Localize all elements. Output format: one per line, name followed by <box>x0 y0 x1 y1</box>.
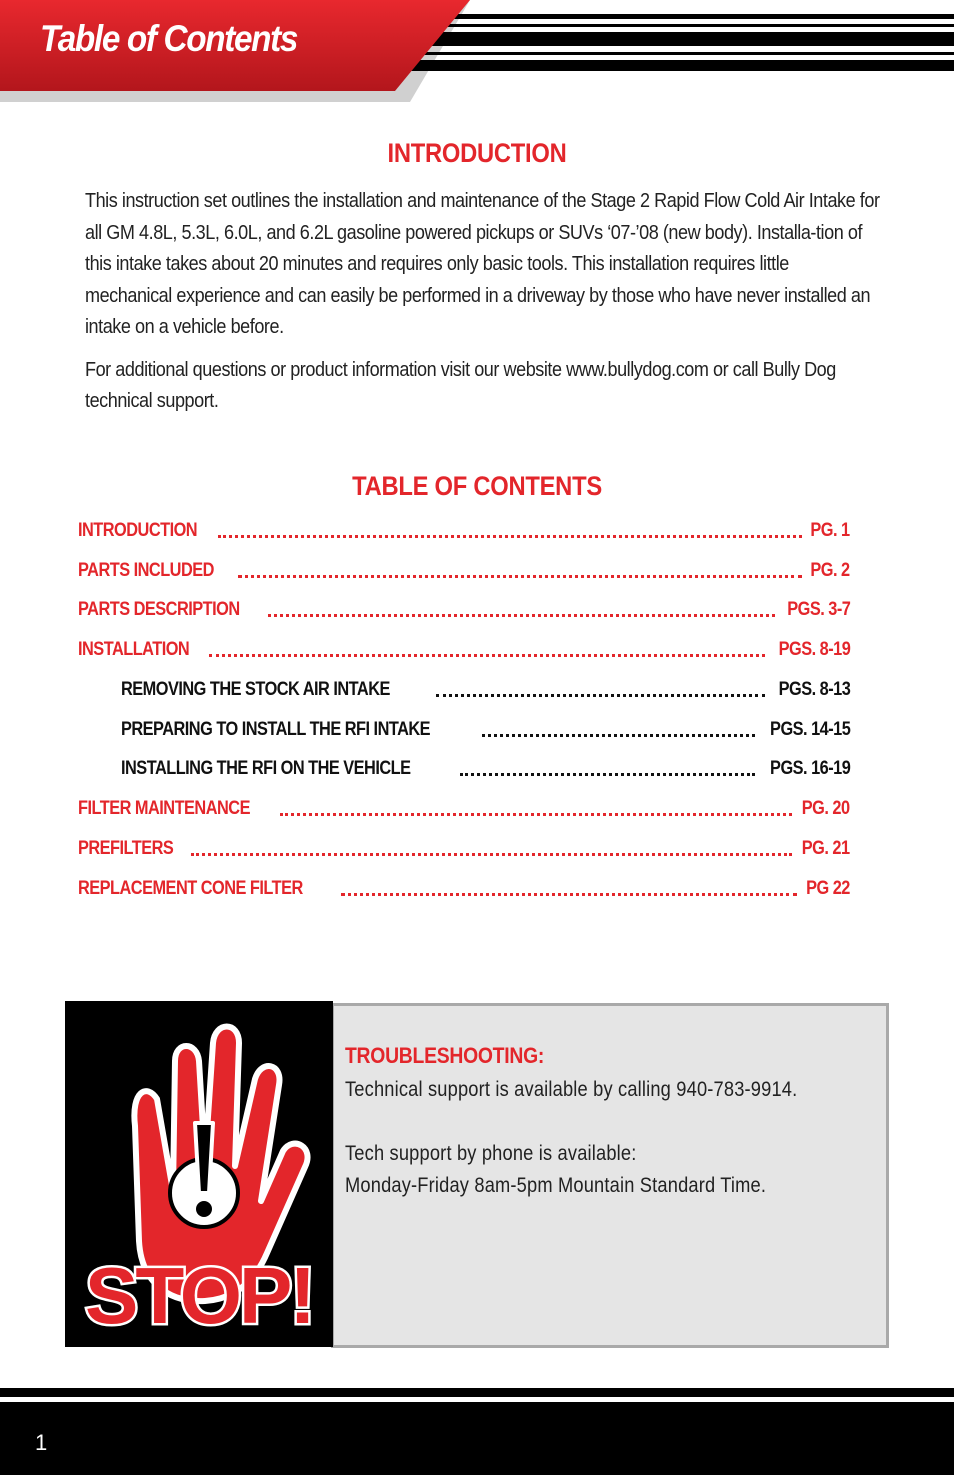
toc-entry-prefilters[interactable] <box>78 836 850 860</box>
toc-entry-label: INTRODUCTION <box>78 520 198 541</box>
toc-entry-label: REPLACEMENT CONE FILTER <box>78 878 303 899</box>
toc-leader-dots <box>191 853 793 856</box>
toc-entry-label: PREPARING TO INSTALL THE RFI INTAKE <box>121 719 431 740</box>
toc-entry-introduction[interactable] <box>78 518 850 542</box>
toc-entry-page: PGS. 3-7 <box>786 599 850 620</box>
toc-entry-page: PG. 20 <box>802 798 850 819</box>
toc-entry-removing-stock-intake[interactable] <box>121 677 850 701</box>
toc-leader-dots <box>482 734 754 737</box>
toc-heading: TABLE OF CONTENTS <box>352 471 602 501</box>
toc-entry-label: INSTALLING THE RFI ON THE VEHICLE <box>121 758 411 779</box>
toc-entry-label: PREFILTERS <box>78 838 174 859</box>
toc-leader-dots <box>218 535 802 538</box>
toc-entry-label: FILTER MAINTENANCE <box>78 798 250 819</box>
toc-leader-dots <box>341 893 797 896</box>
introduction-paragraph: For additional questions or product information visit our website www.bullydog.com or call Bully Dog technical support. <box>85 358 836 412</box>
toc-entry-installing-rfi[interactable] <box>121 756 850 780</box>
toc-entry-page: PGS. 8-13 <box>778 679 850 700</box>
toc-leader-dots <box>238 575 802 578</box>
page-footer <box>0 1402 954 1475</box>
toc-leader-dots <box>209 654 764 657</box>
toc-entry-installation[interactable] <box>78 637 850 661</box>
toc-leader-dots <box>460 773 755 776</box>
troubleshooting-hours: Monday-Friday 8am-5pm Mountain Standard Time. <box>345 1174 767 1197</box>
toc-entry-page: PGS. 16-19 <box>769 758 850 779</box>
toc-leader-dots <box>268 614 775 617</box>
toc-leader-dots <box>280 813 793 816</box>
introduction-heading: INTRODUCTION <box>387 138 567 168</box>
toc-entry-label: INSTALLATION <box>78 639 190 660</box>
toc-entry-label: PARTS DESCRIPTION <box>78 599 240 620</box>
toc-entry-label: PARTS INCLUDED <box>78 560 214 581</box>
troubleshooting-title: TROUBLESHOOTING: <box>345 1043 545 1068</box>
header-title: Table of Contents <box>40 18 298 59</box>
toc-entry-page: PG. 21 <box>802 838 850 859</box>
page-number: 1 <box>35 1430 48 1455</box>
stop-graphic-text: STOP! <box>84 1251 314 1340</box>
toc-entry-page: PG. 1 <box>810 520 850 541</box>
troubleshooting-phone-line: Technical support is available by calling 940-783-9914. <box>345 1078 798 1101</box>
toc-entry-page: PGS. 8-19 <box>778 639 850 660</box>
toc-entry-page: PGS. 14-15 <box>769 719 850 740</box>
introduction-paragraph: This instruction set outlines the installation and maintenance of the Stage 2 Rapid Flow Cold Air Intake for all GM 4.8L, 5.3L, 6.0L, and 6.2L gasoline powered pickups or SUVs ‘07-’08 (new body). Installa-tion of this intake takes about 20 minutes and requires only basic tools. This installation requires little mechanical experience and can easily be performed in a driveway by those who have never installed an intake on a vehicle before. <box>85 190 880 338</box>
toc-leader-dots <box>436 694 765 697</box>
toc-entry-page: PG 22 <box>806 878 850 899</box>
toc-entry-parts-description[interactable] <box>78 597 850 621</box>
troubleshooting-hours-label: Tech support by phone is available: <box>345 1142 637 1165</box>
toc-entry-replacement-cone-filter[interactable] <box>78 876 850 900</box>
introduction-body <box>85 186 880 429</box>
toc-entry-label: REMOVING THE STOCK AIR INTAKE <box>121 679 390 700</box>
toc-entry-page: PG. 2 <box>810 560 850 581</box>
footer-rule <box>0 1388 954 1397</box>
toc-entry-filter-maintenance[interactable] <box>78 796 850 820</box>
stop-hand-icon <box>65 1001 333 1347</box>
toc-entry-preparing-install[interactable] <box>121 717 850 741</box>
toc-entry-parts-included[interactable] <box>78 558 850 582</box>
